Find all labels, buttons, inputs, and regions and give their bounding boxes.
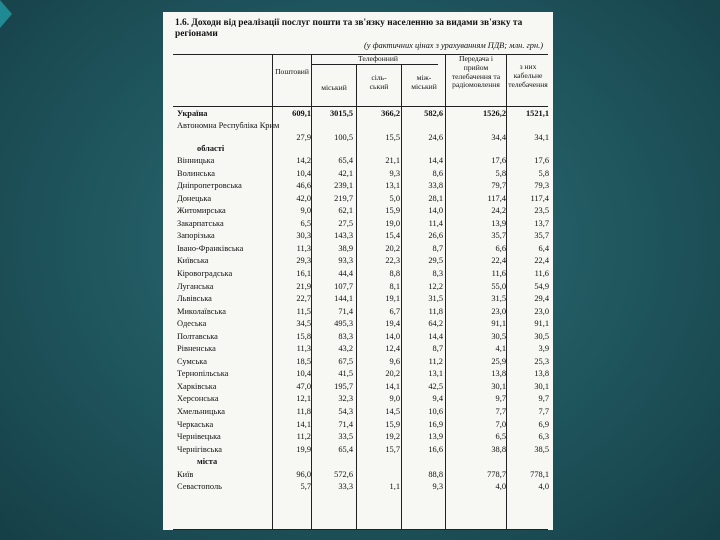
cell-value: 16,6 <box>428 444 443 454</box>
cell-value: 8,7 <box>432 243 443 253</box>
region-name: Рівненська <box>177 344 216 354</box>
table-row <box>173 255 548 268</box>
cell-value: 778,1 <box>530 469 549 479</box>
cell-value: 38,9 <box>338 243 353 253</box>
cell-value: 22,4 <box>534 256 549 266</box>
slide-accent-triangle <box>0 0 12 28</box>
cell-value: 29,3 <box>296 256 311 266</box>
cell-value: 4,0 <box>495 482 506 492</box>
cell-value: 13,1 <box>385 181 400 191</box>
cell-value: 30,1 <box>491 381 506 391</box>
cell-value: 25,3 <box>534 356 549 366</box>
cell-value: 100,5 <box>334 132 353 142</box>
cell-value: 366,2 <box>381 109 400 118</box>
cell-value: 32,3 <box>338 394 353 404</box>
cell-value: 23,0 <box>534 306 549 316</box>
table-row <box>173 143 548 156</box>
table-row <box>173 306 548 319</box>
cell-value: 13,1 <box>428 369 443 379</box>
cell-value: 34,4 <box>491 132 506 142</box>
cell-value: 20,2 <box>385 243 400 253</box>
cell-value: 29,5 <box>428 256 443 266</box>
cell-value: 25,9 <box>491 356 506 366</box>
cell-value: 67,5 <box>338 356 353 366</box>
cell-value: 21,9 <box>296 281 311 291</box>
header-urban: міський <box>321 83 347 92</box>
cell-value: 143,3 <box>334 231 353 241</box>
cell-value: 1526,2 <box>482 109 506 118</box>
cell-value: 5,8 <box>538 168 549 178</box>
cell-value: 11,2 <box>296 432 311 442</box>
cell-value: 79,3 <box>534 181 549 191</box>
cell-value: 11,4 <box>428 218 443 228</box>
cell-value: 19,0 <box>385 218 400 228</box>
cell-value: 9,0 <box>300 206 311 216</box>
region-name: Полтавська <box>177 331 218 341</box>
cell-value: 91,1 <box>491 319 506 329</box>
cell-value: 29,4 <box>534 294 549 304</box>
cell-value: 9,7 <box>495 394 506 404</box>
cell-value: 42,5 <box>428 381 443 391</box>
cell-value: 35,7 <box>491 231 506 241</box>
table-body <box>173 108 548 494</box>
cell-value: 4,1 <box>495 344 506 354</box>
cell-value: 15,8 <box>296 331 311 341</box>
region-name: Миколаївська <box>177 306 226 316</box>
document-page <box>163 12 553 530</box>
cell-value: 30,3 <box>296 231 311 241</box>
cell-value: 4,0 <box>538 482 549 492</box>
cell-value: 15,5 <box>385 132 400 142</box>
region-name: Вінницька <box>177 156 215 166</box>
table-row <box>173 243 548 256</box>
cell-value: 19,2 <box>385 432 400 442</box>
cell-value: 33,8 <box>428 181 443 191</box>
region-name: Автономна Республіка Крим <box>177 120 280 130</box>
cell-value: 11,2 <box>428 356 443 366</box>
cell-value: 15,9 <box>385 419 400 429</box>
table-row <box>173 431 548 444</box>
region-name: Чернігівська <box>177 444 223 454</box>
region-name: Луганська <box>177 281 214 291</box>
header-rural: сіль-ський <box>369 73 389 91</box>
header-telephone-group: Телефонний <box>358 54 398 63</box>
cell-value: 6,5 <box>495 432 506 442</box>
cell-value: 117,4 <box>530 193 549 203</box>
cell-value: 9,4 <box>432 394 443 404</box>
region-name: Севастополь <box>177 482 222 492</box>
table-row <box>173 456 548 469</box>
table-bottom-rule <box>173 529 548 530</box>
cell-value: 91,1 <box>534 319 549 329</box>
table-row <box>173 205 548 218</box>
header-postal: Поштовий <box>275 67 309 76</box>
cell-value: 38,5 <box>534 444 549 454</box>
cell-value: 6,7 <box>389 306 400 316</box>
cell-value: 13,9 <box>428 432 443 442</box>
cell-value: 13,9 <box>491 218 506 228</box>
cell-value: 195,7 <box>334 381 353 391</box>
region-name: Чернівецька <box>177 432 221 442</box>
cell-value: 9,6 <box>389 356 400 366</box>
table-row <box>173 121 548 143</box>
cell-value: 24,6 <box>428 132 443 142</box>
cell-value: 582,6 <box>424 109 443 118</box>
cell-value: 26,6 <box>428 231 443 241</box>
cell-value: 34,5 <box>296 319 311 329</box>
cell-value: 14,0 <box>385 331 400 341</box>
cell-value: 23,5 <box>534 206 549 216</box>
table-row <box>173 293 548 306</box>
cell-value: 31,5 <box>428 294 443 304</box>
region-name: Волинська <box>177 168 216 178</box>
table-row <box>173 469 548 482</box>
region-name: Житомирська <box>177 206 226 216</box>
cell-value: 96,0 <box>296 469 311 479</box>
cell-value: 11,3 <box>296 344 311 354</box>
table-row <box>173 108 548 121</box>
cell-value: 42,1 <box>338 168 353 178</box>
cell-value: 3,9 <box>538 344 549 354</box>
cell-value: 46,6 <box>296 181 311 191</box>
cell-value: 11,6 <box>491 269 506 279</box>
cell-value: 10,4 <box>296 369 311 379</box>
header-intercity: між-міський <box>411 73 437 91</box>
cell-value: 8,7 <box>432 344 443 354</box>
cell-value: 7,7 <box>538 407 549 417</box>
cell-value: 33,3 <box>338 482 353 492</box>
cell-value: 5,7 <box>300 482 311 492</box>
table-row <box>173 444 548 457</box>
cell-value: 15,4 <box>385 231 400 241</box>
cell-value: 14,1 <box>385 381 400 391</box>
header-broadcast: Передача і прийом телебачення та радіомовлення <box>451 54 501 90</box>
cell-value: 79,7 <box>491 181 506 191</box>
cell-value: 43,2 <box>338 344 353 354</box>
cell-value: 11,6 <box>534 269 549 279</box>
table-row <box>173 331 548 344</box>
cell-value: 6,4 <box>538 243 549 253</box>
table-row <box>173 155 548 168</box>
cell-value: 88,8 <box>428 469 443 479</box>
cell-value: 33,5 <box>338 432 353 442</box>
region-name: міста <box>197 457 218 467</box>
region-name: Одеська <box>177 319 207 329</box>
cell-value: 83,3 <box>338 331 353 341</box>
cell-value: 16,9 <box>428 419 443 429</box>
cell-value: 44,4 <box>338 269 353 279</box>
cell-value: 5,0 <box>389 193 400 203</box>
table-row <box>173 268 548 281</box>
cell-value: 30,5 <box>534 331 549 341</box>
cell-value: 7,0 <box>495 419 506 429</box>
region-name: Дніпропетровська <box>177 181 242 191</box>
region-name: Донецька <box>177 193 212 203</box>
cell-value: 1521,1 <box>525 109 549 118</box>
cell-value: 22,3 <box>385 256 400 266</box>
cell-value: 10,6 <box>428 407 443 417</box>
cell-value: 11,8 <box>296 407 311 417</box>
table-row <box>173 368 548 381</box>
cell-value: 35,7 <box>534 231 549 241</box>
cell-value: 41,5 <box>338 369 353 379</box>
cell-value: 19,9 <box>296 444 311 454</box>
table-row <box>173 381 548 394</box>
region-name: Київська <box>177 256 209 266</box>
cell-value: 28,1 <box>428 193 443 203</box>
cell-value: 27,9 <box>296 132 311 142</box>
cell-value: 9,3 <box>389 168 400 178</box>
region-name: Харківська <box>177 381 217 391</box>
cell-value: 16,1 <box>296 269 311 279</box>
region-name: Київ <box>177 469 194 479</box>
cell-value: 71,4 <box>338 306 353 316</box>
cell-value: 15,7 <box>385 444 400 454</box>
cell-value: 3015,5 <box>329 109 353 118</box>
region-name: Сумська <box>177 356 207 366</box>
cell-value: 23,0 <box>491 306 506 316</box>
cell-value: 54,3 <box>338 407 353 417</box>
cell-value: 1,1 <box>389 482 400 492</box>
cell-value: 609,1 <box>292 109 311 118</box>
cell-value: 14,4 <box>428 156 443 166</box>
region-name: Закарпатська <box>177 218 224 228</box>
cell-value: 55,0 <box>491 281 506 291</box>
cell-value: 64,2 <box>428 319 443 329</box>
cell-value: 17,6 <box>534 156 549 166</box>
cell-value: 117,4 <box>487 193 506 203</box>
table-row <box>173 193 548 206</box>
cell-value: 13,8 <box>491 369 506 379</box>
cell-value: 14,2 <box>296 156 311 166</box>
cell-value: 15,9 <box>385 206 400 216</box>
table-row <box>173 481 548 494</box>
table-row <box>173 343 548 356</box>
table-row <box>173 218 548 231</box>
table-row <box>173 318 548 331</box>
cell-value: 11,5 <box>296 306 311 316</box>
cell-value: 19,1 <box>385 294 400 304</box>
cell-value: 8,1 <box>389 281 400 291</box>
header-cable: з них кабельне телебачення <box>508 62 548 89</box>
cell-value: 495,3 <box>334 319 353 329</box>
cell-value: 54,9 <box>534 281 549 291</box>
cell-value: 71,4 <box>338 419 353 429</box>
region-name: Херсонська <box>177 394 219 404</box>
cell-value: 34,1 <box>534 132 549 142</box>
table-title: 1.6. Доходи від реалізації послуг пошти та зв'язку населенню за видами зв'язку та регіонами <box>175 18 523 39</box>
cell-value: 13,7 <box>534 218 549 228</box>
cell-value: 6,9 <box>538 419 549 429</box>
table-row <box>173 393 548 406</box>
cell-value: 19,4 <box>385 319 400 329</box>
cell-value: 12,2 <box>428 281 443 291</box>
cell-value: 8,6 <box>432 168 443 178</box>
region-name: Хмельницька <box>177 407 225 417</box>
cell-value: 14,0 <box>428 206 443 216</box>
cell-value: 8,3 <box>432 269 443 279</box>
table-row <box>173 419 548 432</box>
cell-value: 14,4 <box>428 331 443 341</box>
region-name: Тернопільська <box>177 369 229 379</box>
cell-value: 11,8 <box>428 306 443 316</box>
cell-value: 30,5 <box>491 331 506 341</box>
cell-value: 65,4 <box>338 444 353 454</box>
table-subtitle: (у фактичних цінах з урахуванням ПДВ; млн. грн.) <box>364 41 543 50</box>
cell-value: 11,3 <box>296 243 311 253</box>
region-name: Черкаська <box>177 419 214 429</box>
cell-value: 6,3 <box>538 432 549 442</box>
table-row <box>173 281 548 294</box>
cell-value: 5,8 <box>495 168 506 178</box>
cell-value: 42,0 <box>296 193 311 203</box>
header-bottom-rule <box>173 106 548 107</box>
table-row <box>173 168 548 181</box>
region-name: Львівська <box>177 294 212 304</box>
cell-value: 22,7 <box>296 294 311 304</box>
cell-value: 20,2 <box>385 369 400 379</box>
table-row <box>173 230 548 243</box>
cell-value: 47,0 <box>296 381 311 391</box>
cell-value: 6,6 <box>495 243 506 253</box>
cell-value: 239,1 <box>334 181 353 191</box>
region-name: Запорізька <box>177 231 215 241</box>
cell-value: 778,7 <box>487 469 506 479</box>
cell-value: 93,3 <box>338 256 353 266</box>
cell-value: 17,6 <box>491 156 506 166</box>
cell-value: 38,8 <box>491 444 506 454</box>
region-name: Україна <box>177 109 208 118</box>
telephone-group-rule <box>311 64 438 65</box>
cell-value: 219,7 <box>334 193 353 203</box>
cell-value: 6,5 <box>300 218 311 228</box>
cell-value: 31,5 <box>491 294 506 304</box>
cell-value: 14,5 <box>385 407 400 417</box>
cell-value: 10,4 <box>296 168 311 178</box>
cell-value: 18,5 <box>296 356 311 366</box>
cell-value: 144,1 <box>334 294 353 304</box>
cell-value: 8,8 <box>389 269 400 279</box>
cell-value: 24,2 <box>491 206 506 216</box>
table-row <box>173 356 548 369</box>
cell-value: 12,1 <box>296 394 311 404</box>
cell-value: 107,7 <box>334 281 353 291</box>
cell-value: 14,1 <box>296 419 311 429</box>
cell-value: 9,3 <box>432 482 443 492</box>
cell-value: 572,6 <box>334 469 353 479</box>
table-row <box>173 180 548 193</box>
cell-value: 65,4 <box>338 156 353 166</box>
cell-value: 21,1 <box>385 156 400 166</box>
cell-value: 7,7 <box>495 407 506 417</box>
cell-value: 12,4 <box>385 344 400 354</box>
region-name: області <box>197 143 225 153</box>
cell-value: 22,4 <box>491 256 506 266</box>
cell-value: 62,1 <box>338 206 353 216</box>
region-name: Кіровоградська <box>177 269 233 279</box>
cell-value: 30,1 <box>534 381 549 391</box>
cell-value: 9,0 <box>389 394 400 404</box>
region-name: Івано-Франківська <box>177 243 244 253</box>
cell-value: 9,7 <box>538 394 549 404</box>
cell-value: 13,8 <box>534 369 549 379</box>
cell-value: 27,5 <box>338 218 353 228</box>
table-row <box>173 406 548 419</box>
